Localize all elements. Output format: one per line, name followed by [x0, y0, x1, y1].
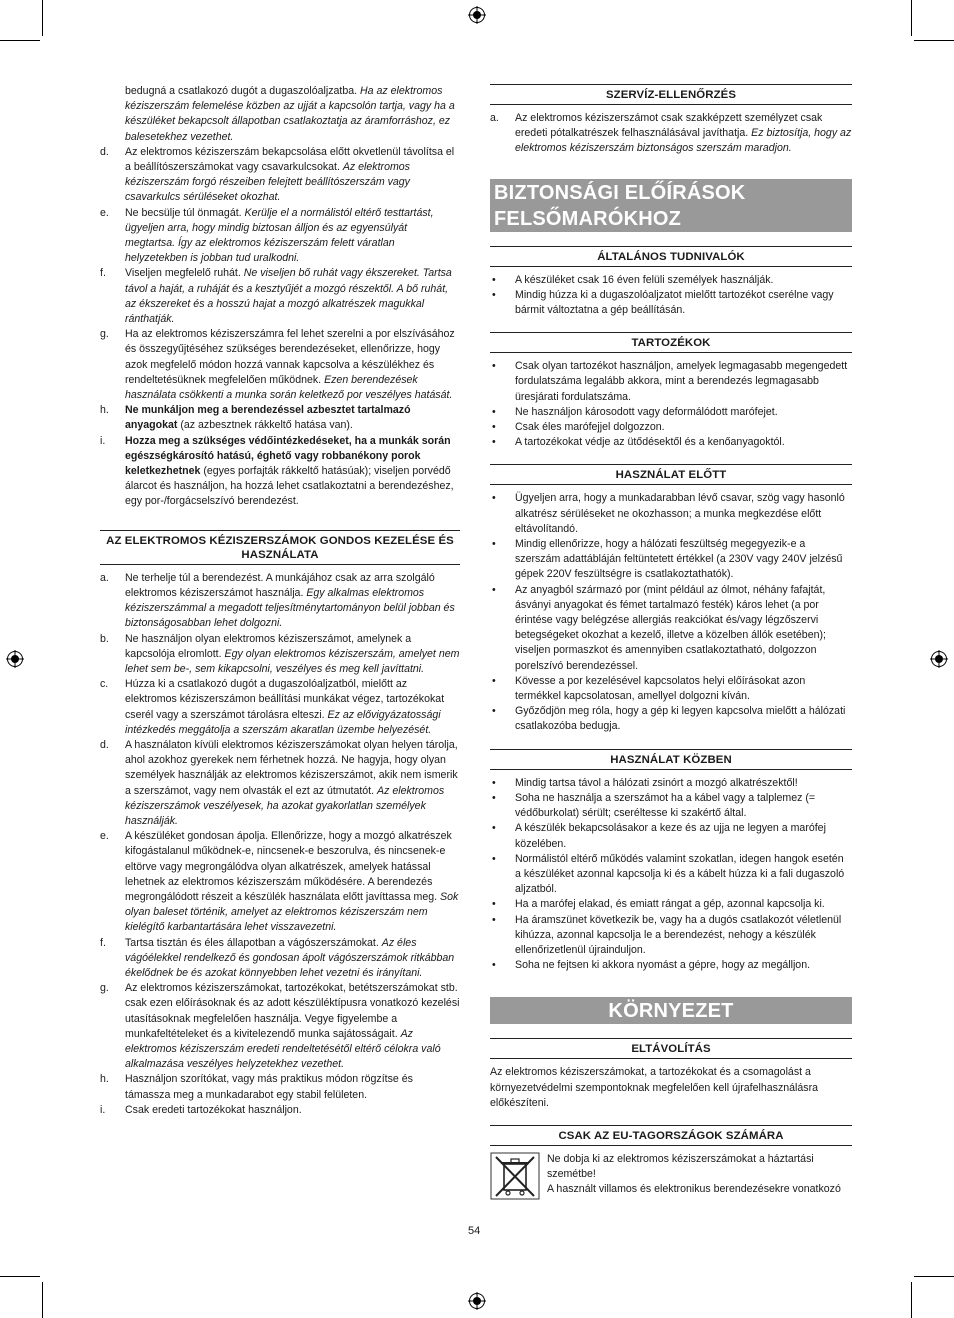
bullet-text: Csak éles marófejjel dolgozzon.: [515, 421, 665, 434]
bullet-icon: •: [492, 288, 496, 301]
list-item: h. Ne munkáljon meg a berendezéssel azbesztet tartalmazó anyagokat (az azbesztnek rákkeltő hatása van).: [100, 404, 411, 432]
list-item: [100, 632, 460, 678]
list-text-italic: Sok olyan baleset történik, amelyet az elektromos kéziszerszám nem kielégítő karbantartására lehet visszavezetni.: [125, 890, 459, 934]
bullet-icon: •: [492, 492, 496, 505]
list-text: Az elektromos kéziszerszám bekapcsolása előtt okvetlenül távolítsa el a beállítószerszámokat vagy csavarkulcsokat.: [125, 145, 455, 174]
eu-text-line: A használt villamos és elektronikus berendezésekre vonatkozó: [547, 1183, 841, 1196]
bullet-text: Normálistól eltérő működés valamint szokatlan, idegen hangok esetén a készüléket azonnal kapcsolja ki és a kábelt húzza ki a fali dugaszoló aljzatból.: [515, 852, 845, 896]
list-marker: f.: [100, 936, 106, 949]
registration-mark-icon: [468, 6, 486, 24]
bullet-icon: •: [492, 776, 496, 789]
list-text-italic: Ne viseljen bő ruhát vagy ékszereket. Tartsa távol a haját, a ruháját és a kesztyűjét a mozgó részektől. A bő ruhát, az ékszereket és a hosszú hajat a mozgó alkatrészek magukkal ránthatják.: [125, 267, 452, 326]
bullet-item: [490, 583, 852, 674]
section-heading-during-use: HASZNÁLAT KÖZBEN: [490, 749, 852, 770]
bullet-text: Kövesse a por kezelésével kapcsolatos helyi előírásokat azon termékkel kapcsolatosan, amellyel dolgozni kíván.: [515, 674, 806, 703]
eu-text-line: Ne dobja ki az elektromos kéziszerszámokat a háztartási szemétbe!: [547, 1152, 814, 1181]
page-number: 54: [468, 1225, 481, 1237]
banner-environment: KÖRNYEZET: [490, 997, 852, 1024]
section-heading-before-use: HASZNÁLAT ELŐTT: [490, 464, 852, 485]
bullet-list-accessories: [490, 359, 852, 450]
bullet-item: [490, 897, 852, 912]
list-item: [100, 829, 460, 935]
bullet-item: [490, 405, 852, 420]
bullet-icon: •: [492, 705, 496, 718]
section-heading-general: ÁLTALÁNOS TUDNIVALÓK: [490, 246, 852, 267]
bullet-item: [490, 537, 852, 583]
bullet-icon: •: [492, 421, 496, 434]
list-marker: f.: [100, 267, 106, 280]
section-heading-careful-use: AZ ELEKTROMOS KÉZISZERSZÁMOK GONDOS KEZELÉSE ÉS HASZNÁLATA: [100, 530, 460, 565]
list-text-italic: Egy olyan elektromos kéziszerszám, amelyet nem lehet sem be-, sem kikapcsolni, veszélyes és meg kell javíttatni.: [125, 647, 460, 675]
bullet-text: Mindig ellenőrizze, hogy a hálózati feszültség megegyezik-e a szerszám adattábláján feltüntetett értékkel (a 230V vagy 240V jelzésű gépek 220V feszültségre is csatlakoztathatók).: [515, 538, 843, 581]
banner-router-safety: BIZTONSÁGI ELŐÍRÁSOK FELSŐMARÓKHOZ: [490, 179, 852, 232]
list-text-italic: Ezen berendezések használata csökkenti a munka során keletkező por veszélyes hatását.: [125, 373, 453, 402]
list-text: Csak eredeti tartozékokat használjon.: [125, 1103, 302, 1116]
list-marker: d.: [100, 738, 109, 751]
list-text: A készüléket gondosan ápolja. Ellenőrizze, hogy a mozgó alkatrészek kifogástalanul működnek-e, nincsenek-e beszorulva, és nincsenek-e eltörve vagy megrongálódva olyan alkatrészek, amelyek hatással lehetnek az elektromos kéziszerszám működésére. A berendezés megrongálódott részeit a készülék használata előtt javíttassa meg.: [125, 830, 452, 903]
list-text: Ne becsülje túl önmagát.: [125, 206, 245, 219]
bullet-icon: •: [492, 360, 496, 373]
bullet-text: A készülék bekapcsolásakor a keze és az ujja ne legyen a marófej közelében.: [515, 822, 826, 850]
bullet-item: [490, 913, 852, 959]
list-text-italic: Az elektromos kéziszerszámok veszélyesek, ha azokat gyakorlatlan személyek használják.: [125, 784, 445, 827]
list-marker: b.: [100, 632, 109, 645]
bullet-icon: •: [492, 538, 496, 551]
list-text-italic: Kerülje el a normálistól eltérő testtartást, ügyeljen arra, hogy mindig biztosan álljon és az egyensúlyát megtartsa. Így az elektromos kéziszerszám felett váratlan helyzetekben is jobban tud uralkodni.: [125, 206, 434, 265]
list-item: [100, 981, 460, 1072]
list-item: i. Hozza meg a szükséges védőintézkedéseket, ha a munkák során egészségkárosító hatású, éghető vagy robbanékony porok keletkezhetnek (egyes porfajták rákkeltő hatásúak); viseljen porvédő álarcot és használjon, ha hozzá lehet csatlakoztatni a berendezéshez, egy por-/forgácselszívó berendezést.: [100, 434, 454, 508]
list-text-italic: Ez az elővigyázatossági intézkedés meggátolja a szerszám akaratlan üzembe helyezését.: [125, 708, 441, 736]
bullet-text: A tartozékokat védje az ütődésektől és a kenőanyagoktól.: [515, 436, 785, 449]
list-text: Ne terhelje túl a berendezést. A munkájához csak az arra szolgáló elektromos kéziszerszámot használja.: [125, 571, 435, 599]
section-heading-accessories: TARTOZÉKOK: [490, 332, 852, 353]
list-item: [100, 327, 460, 403]
list-text-italic: Egy alkalmas elektromos kéziszerszámmal a megadott teljesítménytartományon belül jobban és biztonságosabban lehet dolgozni.: [125, 586, 455, 630]
list-marker: g.: [100, 982, 109, 995]
bullet-icon: •: [492, 273, 496, 286]
safety-list-tool-use: [100, 571, 460, 1118]
list-text-italic: Az elektromos kéziszerszám forgó részeiben felejtett beállítószerszám vagy csavarkulcs sérüléseket okozhat.: [125, 161, 410, 204]
list-text: A használaton kívüli elektromos kéziszerszámokat olyan helyen tárolja, ahol azokhoz gyerekek nem férhetnek hozzá. Ne hagyja, hogy olyan személyek használják az elektromos kéziszerszámot, akik nem ismerik a szerszámot, vagy nem olvasták el ezt az útmutatót.: [125, 738, 458, 797]
right-column: [490, 84, 852, 1202]
list-item: a. Az elektromos kéziszerszámot csak szakképzett személyzet csak eredeti pótalkatrészek felhasználásával javíthatja. Ez biztosítja, hogy az elektromos kéziszerszám biztonságos szerszám maradjon.: [490, 112, 852, 155]
bullet-icon: •: [492, 913, 496, 926]
crop-mark: [42, 0, 43, 36]
bullet-icon: •: [492, 791, 496, 804]
list-item: [100, 266, 460, 327]
bullet-item: [490, 704, 852, 734]
crop-mark: [914, 40, 954, 41]
crop-mark: [911, 1282, 912, 1318]
bullet-item: [490, 288, 852, 318]
bullet-text: Soha ne használja a szerszámot ha a kábel vagy a talplemez (= védőburkolat) sérült; cseréltesse ki szakértő által.: [515, 791, 816, 820]
list-marker: h.: [100, 1073, 109, 1086]
section-heading-service: SZERVÍZ-ELLENŐRZÉS: [490, 84, 852, 105]
list-item: [100, 677, 460, 738]
bullet-icon: •: [492, 405, 496, 418]
registration-mark-icon: [468, 1292, 486, 1310]
list-text: Az elektromos kéziszerszámokat, tartozékokat, betétszerszámokat stb. csak ezen előírásoknak és az adott készüléktípusra vonatkozó kezelési utasításoknak megfelelően használja. Vegye figyelembe a munkafeltételeket és a kivitelezendő munka sajátosságait.: [125, 982, 460, 1040]
list-item: [100, 1103, 460, 1118]
disposal-paragraph: Az elektromos kéziszerszámokat, a tartozékokat és a csomagolást a környezetvédelmi szempontoknak megfelelően kell újrafelhasználásra előkészíteni.: [490, 1066, 818, 1109]
bullet-item: [490, 359, 852, 405]
list-marker: a.: [100, 571, 109, 584]
list-item: [100, 936, 460, 982]
bullet-list-during-use: [490, 776, 852, 974]
list-text: Húzza ki a csatlakozó dugót a dugaszolóaljzatból, mielőtt az elektromos kéziszerszámon beállítási munkákat végez, tartozékokat cserél vagy a szerszámot tárolásra elteszi.: [125, 678, 445, 721]
list-text: Tartsa tisztán és éles állapotban a vágószerszámokat.: [125, 936, 382, 949]
section-heading-eu: CSAK AZ EU-TAGORSZÁGOK SZÁMÁRA: [490, 1125, 852, 1146]
registration-mark-icon: [930, 650, 948, 668]
bullet-item: [490, 852, 852, 898]
list-marker: e.: [100, 206, 109, 219]
eu-disposal-block: [490, 1152, 852, 1202]
bullet-text: Ha a marófej elakad, és emiatt rángat a gép, azonnal kapcsolja ki.: [515, 898, 825, 911]
bullet-icon: •: [492, 674, 496, 687]
bullet-item: [490, 435, 852, 450]
list-text-italic: Az elektromos kéziszerszám eredeti rendeltetésétől eltérő célokra való alkalmazása veszélyes helyzetekhez vezethet.: [125, 1027, 441, 1071]
bullet-text: Az anyagból származó por (mint például az ólmot, néhány fafajtát, ásványi anyagokat és fémet tartalmazó festék) káros lehet (a por érintése vagy belégzése allergiás reakciókat és/vagy légzőszervi betegségeket okozhat a kezelő, illetve a közelben állók esetében); viseljen pormaszkot és amennyiben csatlakoztatható, dolgozzon porelszívó berendezéssel.: [515, 583, 826, 672]
bullet-text: Ügyeljen arra, hogy a munkadarabban lévő csavar, szög vagy hasonló alkatrész sérüléseket ne okozhasson; a munka megkezdése előtt eltávolítandó.: [515, 492, 845, 535]
bullet-text: Mindig húzza ki a dugaszolóaljzatot mielőtt tartozékot cserélne vagy bármit változtatna a gép beállításán.: [515, 288, 834, 317]
crop-mark: [0, 1276, 40, 1277]
bullet-text: Mindig tartsa távol a hálózati zsinórt a mozgó alkatrészektől!: [515, 776, 798, 789]
bullet-icon: •: [492, 583, 496, 596]
bullet-icon: •: [492, 822, 496, 835]
bullet-item: [490, 491, 852, 537]
bullet-item: [490, 420, 852, 435]
crop-mark: [914, 1276, 954, 1277]
list-text-italic: Az éles vágóélekkel rendelkező és gondosan ápolt vágószerszámok ritkábban ékelődnek be és azokat könnyebben lehet vezetni és irányítani.: [125, 936, 455, 979]
list-item: [100, 738, 460, 829]
list-text: Ne használjon olyan elektromos kéziszerszámot, amelynek a kapcsolója elromlott.: [125, 632, 412, 660]
bullet-list-before-use: [490, 491, 852, 734]
registration-mark-icon: [6, 650, 24, 668]
bullet-text: Ne használjon károsodott vagy deformálódott marófejet.: [515, 405, 778, 418]
list-item: [100, 571, 460, 632]
crop-mark: [911, 0, 912, 36]
bullet-text: Ha áramszünet következik be, vagy ha a dugós csatlakozót véletlenül kihúzza, azonnal kapcsolja le a berendezést, nehogy a készülék ellenőrizetlenül újrainduljon.: [515, 913, 842, 956]
list-marker: e.: [100, 830, 109, 843]
bullet-item: [490, 273, 852, 288]
bullet-list-general: [490, 273, 852, 319]
safety-list-personal: [100, 145, 460, 403]
list-text: Használjon szorítókat, vagy más praktikus módon rögzítse és támassza meg a munkadarabot egy stabil felületen.: [125, 1073, 413, 1101]
crop-mark: [0, 40, 40, 41]
bullet-icon: •: [492, 852, 496, 865]
bullet-item: [490, 958, 852, 973]
intro-paragraph: bedugná a csatlakozó dugót a dugaszolóaljzatba. Ha az elektromos kéziszerszám felemelése közben az ujját a kapcsolón tartja, vagy ha a készüléket bekapcsolt állapotban csatlakoztatja az áramforráshoz, ez balesetekhez vezethet.: [125, 85, 455, 143]
bullet-item: [490, 791, 852, 821]
bullet-text: A készüléket csak 16 éven felüli személyek használják.: [515, 273, 774, 286]
bullet-icon: •: [492, 436, 496, 449]
section-heading-disposal: ELTÁVOLÍTÁS: [490, 1038, 852, 1059]
bullet-text: Soha ne fejtsen ki akkora nyomást a gépre, hogy az megálljon.: [515, 959, 811, 972]
list-item: [100, 206, 460, 267]
bullet-item: [490, 821, 852, 851]
bullet-item: [490, 776, 852, 791]
list-item: [100, 145, 460, 206]
crossed-out-bin-icon: [490, 1152, 540, 1200]
list-text: Viseljen megfelelő ruhát.: [125, 267, 244, 280]
bullet-text: Győződjön meg róla, hogy a gép ki legyen kapcsolva mielőtt a hálózati csatlakozóba bedugja.: [515, 705, 846, 733]
bullet-item: [490, 674, 852, 704]
crop-mark: [42, 1282, 43, 1318]
list-marker: i.: [100, 1103, 106, 1116]
list-text: Ha az elektromos kéziszerszámra fel lehet szerelni a por elszívásához és összegyűjtéséhez szükséges berendezéseket, ellenőrizze, hogy azok megfelelő módon hozzá vannak kapcsolva a készülékhez és rendeltetésüknek megfelelően működnek.: [125, 328, 455, 386]
bullet-icon: •: [492, 898, 496, 911]
list-item: [100, 1072, 460, 1102]
bullet-icon: •: [492, 959, 496, 972]
list-marker: c.: [100, 678, 109, 691]
list-marker: d.: [100, 145, 109, 158]
bullet-text: Csak olyan tartozékot használjon, amelyek legmagasabb megengedett fordulatszáma legalább akkora, mint a berendezés legmagasabb üresjárati fordulatszáma.: [515, 360, 848, 403]
list-marker: g.: [100, 328, 109, 341]
left-column: [100, 84, 460, 1118]
